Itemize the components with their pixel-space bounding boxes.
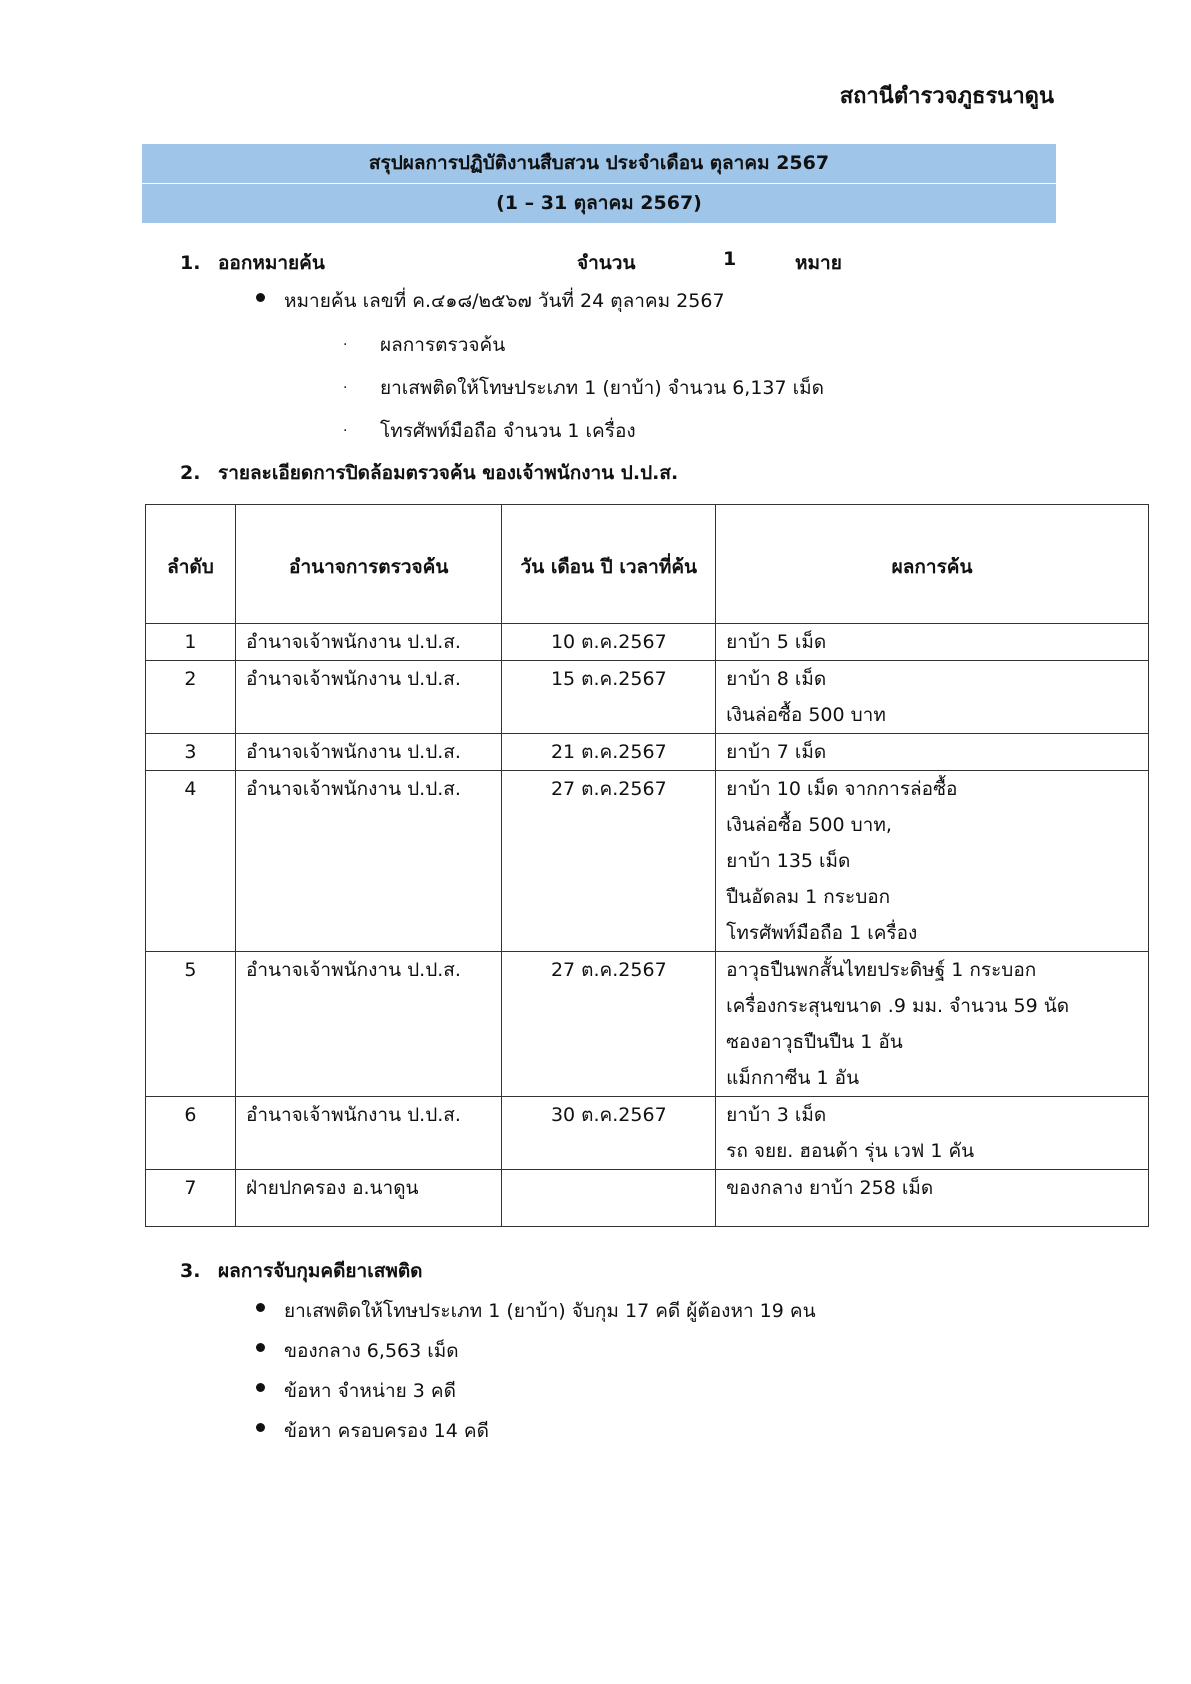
row-results	[716, 1170, 1149, 1227]
result-line: ยาบ้า 7 เม็ด	[726, 741, 827, 763]
section-number: 3.	[180, 1260, 201, 1282]
result-line: โทรศัพท์มือถือ 1 เครื่อง	[726, 922, 918, 944]
row-results	[716, 1097, 1149, 1170]
row-number: 7	[146, 1170, 236, 1227]
column-header: ผลการค้น	[716, 505, 1149, 624]
row-number: 6	[146, 1097, 236, 1170]
search-results-table	[145, 504, 1149, 1227]
table-row	[146, 734, 1149, 771]
arrest-item	[256, 1416, 489, 1446]
row-results	[716, 734, 1149, 771]
row-results	[716, 952, 1149, 1097]
row-number: 4	[146, 771, 236, 952]
bullet-dot-icon: ·	[343, 337, 348, 353]
bullet-dot-icon: ·	[343, 380, 348, 396]
row-date: 27 ต.ค.2567	[502, 771, 716, 952]
arrest-text: ข้อหา จำหน่าย 3 คดี	[284, 1380, 456, 1402]
section-1-heading	[180, 248, 325, 278]
row-number: 1	[146, 624, 236, 661]
row-authority: อำนาจเจ้าพนักงาน ป.ป.ส.	[235, 1097, 502, 1170]
row-date: 30 ต.ค.2567	[502, 1097, 716, 1170]
arrest-item	[256, 1336, 459, 1366]
table-header-row	[146, 505, 1149, 624]
result-line: ซองอาวุธปืนปืน 1 อัน	[726, 1031, 903, 1053]
row-number: 3	[146, 734, 236, 771]
result-line: อาวุธปืนพกสั้นไทยประดิษฐ์ 1 กระบอก	[726, 959, 1037, 981]
row-date: 27 ต.ค.2567	[502, 952, 716, 1097]
result-line: ยาบ้า 10 เม็ด จากการล่อซื้อ	[726, 778, 958, 800]
section-title: ออกหมายค้น	[218, 252, 325, 274]
arrest-item	[256, 1376, 456, 1406]
section-3-heading	[180, 1256, 423, 1286]
table-row	[146, 661, 1149, 734]
row-authority: อำนาจเจ้าพนักงาน ป.ป.ส.	[235, 734, 502, 771]
row-date: 10 ต.ค.2567	[502, 624, 716, 661]
arrest-text: ของกลาง 6,563 เม็ด	[284, 1340, 459, 1362]
result-line: เงินล่อซื้อ 500 บาท	[726, 704, 886, 726]
result-line: เงินล่อซื้อ 500 บาท,	[726, 814, 892, 836]
arrest-text: ข้อหา ครอบครอง 14 คดี	[284, 1420, 489, 1442]
section-number: 1.	[180, 252, 201, 274]
column-header: ลำดับ	[146, 505, 236, 624]
result-line: ยาบ้า 8 เม็ด	[726, 668, 827, 690]
section-title: ผลการจับกุมคดียาเสพติด	[218, 1260, 423, 1282]
report-period: (1 – 31 ตุลาคม 2567)	[142, 183, 1056, 223]
row-date	[502, 1170, 716, 1227]
bullet-icon	[256, 293, 265, 302]
row-authority: อำนาจเจ้าพนักงาน ป.ป.ส.	[235, 624, 502, 661]
sub-item-text: ยาเสพติดให้โทษประเภท 1 (ยาบ้า) จำนวน 6,137 เม็ด	[380, 377, 825, 399]
result-line: ปืนอัดลม 1 กระบอก	[726, 886, 891, 908]
row-number: 2	[146, 661, 236, 734]
table-row	[146, 1170, 1149, 1227]
sub-item-text: ผลการตรวจค้น	[380, 334, 506, 356]
column-header: อำนาจการตรวจค้น	[235, 505, 502, 624]
arrest-text: ยาเสพติดให้โทษประเภท 1 (ยาบ้า) จับกุม 17 คดี ผู้ต้องหา 19 คน	[284, 1300, 816, 1322]
section-number: 2.	[180, 462, 201, 484]
bullet-icon	[256, 1383, 265, 1392]
row-date: 15 ต.ค.2567	[502, 661, 716, 734]
warrant-amount-label: จำนวน	[577, 252, 636, 274]
row-results	[716, 661, 1149, 734]
bullet-icon	[256, 1303, 265, 1312]
result-line: ยาบ้า 3 เม็ด	[726, 1104, 827, 1126]
report-title: สรุปผลการปฏิบัติงานสืบสวน ประจำเดือน ตุลาคม 2567	[368, 152, 830, 174]
table-row	[146, 1097, 1149, 1170]
row-date: 21 ต.ค.2567	[502, 734, 716, 771]
search-sub-item	[343, 416, 636, 446]
result-line: แม็กกาซีน 1 อัน	[726, 1067, 860, 1089]
station-name: สถานีตำรวจภูธรนาดูน	[839, 84, 1054, 109]
search-sub-item	[343, 330, 505, 360]
sub-item-text: โทรศัพท์มือถือ จำนวน 1 เครื่อง	[380, 420, 636, 442]
row-authority: อำนาจเจ้าพนักงาน ป.ป.ส.	[235, 771, 502, 952]
row-results	[716, 624, 1149, 661]
section-2-heading	[180, 458, 678, 488]
search-sub-item	[343, 373, 824, 403]
arrest-item	[256, 1296, 816, 1326]
result-line: ยาบ้า 5 เม็ด	[726, 631, 827, 653]
table-row	[146, 952, 1149, 1097]
row-number: 5	[146, 952, 236, 1097]
column-header: วัน เดือน ปี เวลาที่ค้น	[502, 505, 716, 624]
warrant-text: หมายค้น เลขที่ ค.๔๑๘/๒๕๖๗ วันที่ 24 ตุลาคม 2567	[284, 290, 725, 312]
result-line: ยาบ้า 135 เม็ด	[726, 850, 851, 872]
warrant-item	[256, 286, 725, 316]
result-line: รถ จยย. ฮอนด้า รุ่น เวฟ 1 คัน	[726, 1140, 975, 1162]
result-line: ของกลาง ยาบ้า 258 เม็ด	[726, 1177, 934, 1199]
bullet-icon	[256, 1423, 265, 1432]
row-authority: อำนาจเจ้าพนักงาน ป.ป.ส.	[235, 661, 502, 734]
warrant-amount-value: 1	[723, 248, 737, 270]
warrant-unit: หมาย	[795, 252, 842, 274]
table-row	[146, 771, 1149, 952]
result-line: เครื่องกระสุนขนาด .9 มม. จำนวน 59 นัด	[726, 995, 1070, 1017]
table-row	[146, 624, 1149, 661]
bullet-dot-icon: ·	[343, 423, 348, 439]
bullet-icon	[256, 1343, 265, 1352]
row-authority: อำนาจเจ้าพนักงาน ป.ป.ส.	[235, 952, 502, 1097]
row-results	[716, 771, 1149, 952]
section-title: รายละเอียดการปิดล้อมตรวจค้น ของเจ้าพนักงาน ป.ป.ส.	[218, 462, 679, 484]
report-title-banner	[142, 144, 1056, 223]
row-authority: ฝ่ายปกครอง อ.นาดูน	[235, 1170, 502, 1227]
